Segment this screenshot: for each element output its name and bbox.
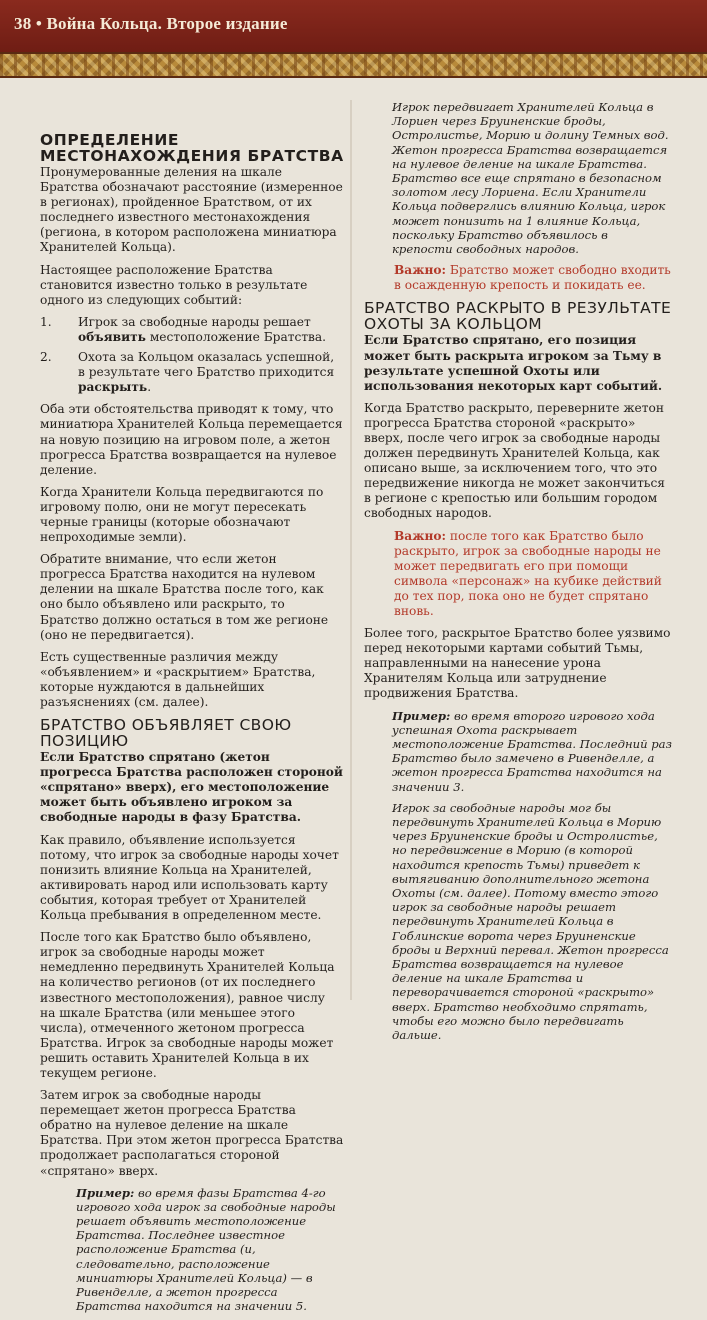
example-continued: Игрок передвигает Хранителей Кольца в Лориен через Бруиненские броды, Остролистье, Морию и долину Темных вод. Жетон прогресса Братства возвращается на нулевое деление на шкале Братства. Братство все еще спрятано в безопасном золотом лесу Лориена. Если Хранители Кольца подверглись влиянию Кольца, игрок может понизить на 1 влияние Кольца, поскольку Братство объявилось в крепости свободных народов. — [392, 100, 669, 257]
ornamental-border — [0, 52, 707, 78]
paragraph: Оба эти обстоятельства приводят к тому, что миниатюра Хранителей Кольца перемещается на новую позицию на игровом поле, а жетон прогресса Братства возвращается на нулевое деление. — [40, 402, 343, 477]
important-note: Важно: Братство может свободно входить в осажденную крепость и покидать ее. — [394, 263, 671, 293]
example-label: Пример: — [76, 1185, 135, 1200]
paragraph: Более того, раскрытое Братство более уязвимо перед некоторыми картами событий Тьмы, направленными на нанесение урона Хранителям Кольца или затруднение продвижения Братства. — [364, 626, 671, 701]
paragraph: Затем игрок за свободные народы перемещает жетон прогресса Братства обратно на нулевое деление на шкале Братства. При этом жетон прогресса Братства продолжает располагаться стороной «спрятано» вверх. — [40, 1088, 344, 1178]
example-block: Пример: во время второго игрового хода успешная Охота раскрывает местоположение Братства. Последний раз Братство было замечено в Ривенделле, а жетон прогресса Братства находится на значении 3. — [392, 708, 672, 794]
paragraph: Когда Хранители Кольца передвигаются по игровому полю, они не могут пересекать черные границы (которые обозначают непроходимые земли). — [40, 484, 324, 545]
example-label: Пример: — [392, 708, 451, 723]
section-title-declare: БРАТСТВО ОБЪЯВЛЯЕТ СВОЮ ПОЗИЦИЮ — [40, 716, 292, 751]
paragraph: Как правило, объявление используется потому, что игрок за свободные народы хочет понизить влияние Кольца на Хранителей, активировать народ или использовать карту события, которая требует от Хранителей Кольца пребывания в определенном месте. — [40, 832, 339, 923]
lead-paragraph: Если Братство спрятано (жетон прогресса Братства расположен стороной «спрятано» вверх), его местоположение может быть объявлено игроком за свободные народы в фазу Братства. — [40, 750, 343, 825]
paragraph: Когда Братство раскрыто, переверните жетон прогресса Братства стороной «раскрыто» вверх, после чего игрок за свободные народы должен передвинуть Хранителей Кольца, как описано выше, за исключением того, что это передвижение никогда не может закончиться в регионе с крепостью или большим городом свободных народов. — [364, 400, 665, 521]
list-number: 2. — [40, 350, 52, 365]
paragraph: Настоящее расположение Братства становится известно только в результате одного из следующих событий: — [40, 262, 308, 307]
column-divider — [350, 100, 352, 1000]
left-column — [40, 132, 344, 1320]
section-title-location: ОПРЕДЕЛЕНИЕ МЕСТОНАХОЖДЕНИЯ БРАТСТВА — [40, 131, 344, 165]
page-header — [0, 0, 707, 52]
lead-paragraph: Если Братство спрятано, его позиция может быть раскрыта игроком за Тьму в результате успешной Охоты или использования некоторых карт событий. — [364, 333, 663, 393]
example-block: Пример: во время фазы Братства 4-го игрового хода игрок за свободные народы решает объявить местоположение Братства. Последнее известное расположение Братства (и, следовательно, расположение миниатюры Хранителей Кольца) — в Ривенделле, а жетон прогресса Братства находится на значении 5. — [76, 1185, 336, 1314]
important-label: Важно: — [394, 528, 447, 543]
page-title: 38 • Война Кольца. Второе издание — [14, 14, 288, 33]
example-block: Игрок за свободные народы мог бы передвинуть Хранителей Кольца в Морию через Бруиненские броды и Остролистье, но передвижение в Морию (в которой находится крепость Тьмы) приведет к вытягиванию дополнительного жетона Охоты (см. далее). Потому вместо этого игрок за свободные народы решает передвинуть Хранителей Кольца в Гоблинские ворота через Бруиненские броды и Верхний перевал. Жетон прогресса Братства возвращается на нулевое деление на шкале Братства и переворачивается стороной «раскрыто» вверх. Братство необходимо спрятать, чтобы его можно было передвигать дальше. — [392, 800, 669, 1043]
paragraph: Есть существенные различия между «объявлением» и «раскрытием» Братства, которые нуждаются в дальнейших разъяснениях (см. далее). — [40, 649, 316, 709]
important-note: Важно: после того как Братство было раскрыто, игрок за свободные народы не может передвигать его при помощи символа «персонаж» на кубике действий до тех пор, пока оно не будет спрятано вновь. — [394, 528, 662, 619]
paragraph: После того как Братство было объявлено, игрок за свободные народы может немедленно передвинуть Хранителей Кольца на количество регионов (от их последнего известного местоположения), равное числу на шкале Братства (или меньшее этого числа), отмеченного жетоном прогресса Братства. Игрок за свободные народы может решить оставить Хранителей Кольца в их текущем регионе. — [40, 930, 335, 1080]
section-title-revealed: БРАТСТВО РАСКРЫТО В РЕЗУЛЬТАТЕ ОХОТЫ ЗА КОЛЬЦОМ — [364, 299, 672, 334]
paragraph: Пронумерованные деления на шкале Братства обозначают расстояние (измеренное в регионах), пройденное Братством, от их последнего известного местонахождения (региона, в котором расположена миниатюра Хранителей Кольца). — [40, 165, 343, 255]
list-item: 1. Игрок за свободные народы решает объявить местоположение Братства. — [40, 314, 327, 344]
events-list — [40, 315, 344, 395]
list-item: 2. Охота за Кольцом оказалась успешной, в результате чего Братство приходится раскрыть. — [40, 350, 335, 395]
list-number: 1. — [40, 314, 52, 329]
paragraph: Обратите внимание, что если жетон прогресса Братства находится на нулевом делении на шкале Братства после того, как оно было объявлено или раскрыто, то Братство должно остаться в том же регионе (оно не передвигается). — [40, 552, 329, 642]
right-column — [364, 100, 672, 1049]
important-label: Важно: — [394, 263, 447, 278]
